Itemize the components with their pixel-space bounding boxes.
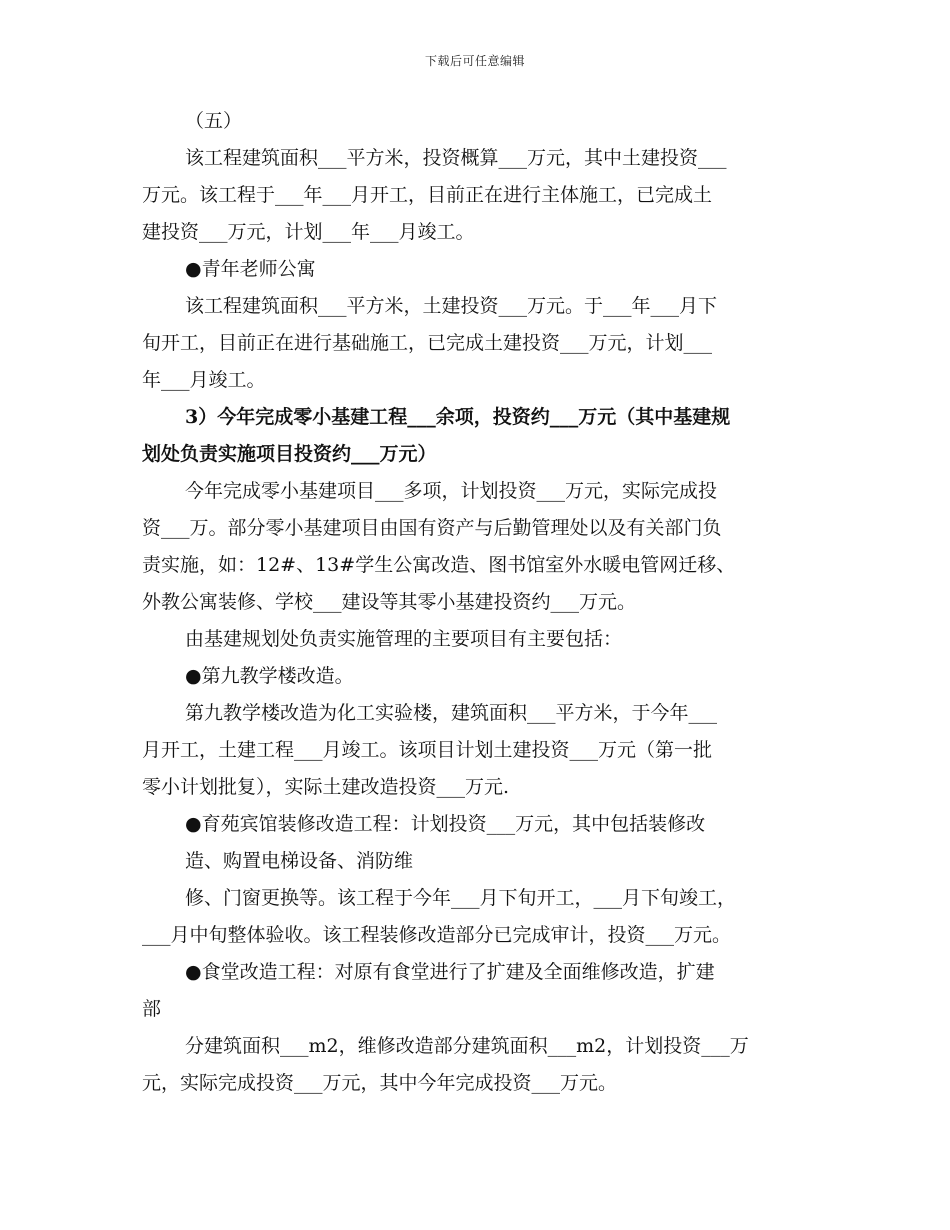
- line-text: ●育苑宾馆装修改造工程：计划投资___万元，其中包括装修改: [185, 813, 706, 835]
- line-text: 修、门窗更换等。该工程于今年___月下旬开工，___月下旬竣工，: [185, 887, 737, 909]
- paragraph-line: [142, 806, 812, 843]
- line-text: 分建筑面积___m2，维修改造部分建筑面积___m2，计划投资___万: [185, 1035, 749, 1057]
- section-heading-line: [142, 399, 812, 436]
- section-heading-line: [142, 436, 812, 473]
- paragraph-line: [142, 251, 812, 288]
- paragraph-line: [142, 658, 812, 695]
- paragraph-line: [142, 732, 812, 769]
- line-text: 该工程建筑面积___平方米，投资概算___万元，其中土建投资___: [185, 147, 727, 169]
- line-text: ●第九教学楼改造。: [185, 665, 354, 687]
- line-text: 划处负责实施项目投资约___万元）: [142, 443, 437, 465]
- line-text: 资___万。部分零小基建项目由国有资产与后勤管理处以及有关部门负: [142, 517, 722, 539]
- paragraph-line: [142, 695, 812, 732]
- paragraph-line: [142, 769, 812, 806]
- paragraph-line: [142, 584, 812, 621]
- line-text: 元，实际完成投资___万元，其中今年完成投资___万元。: [142, 1072, 618, 1094]
- line-text: 月开工，土建工程___月竣工。该项目计划土建投资___万元（第一批: [142, 739, 713, 761]
- line-text: 旬开工，目前正在进行基础施工，已完成土建投资___万元，计划___: [142, 332, 713, 354]
- paragraph-line: [142, 547, 812, 584]
- paragraph-line: [142, 843, 812, 880]
- line-text: 责实施，如：12#、13#学生公寓改造、图书馆室外水暖电管网迁移、: [142, 554, 736, 576]
- paragraph-line: [142, 288, 812, 325]
- line-text: 外教公寓装修、学校___建设等其零小基建投资约___万元。: [142, 591, 637, 613]
- line-text: （五）: [185, 110, 243, 132]
- paragraph-line: [142, 214, 812, 251]
- line-text: 今年完成零小基建项目___多项，计划投资___万元，实际完成投: [185, 480, 718, 502]
- line-text: 年___月竣工。: [142, 369, 266, 391]
- line-text: 由基建规划处负责实施管理的主要项目有主要包括：: [185, 628, 623, 650]
- paragraph-line: [142, 177, 812, 214]
- paragraph-line: [142, 362, 812, 399]
- line-text: 零小计划批复），实际土建改造投资___万元.: [142, 776, 510, 798]
- paragraph-line: [142, 103, 812, 140]
- line-text: ●食堂改造工程：对原有食堂进行了扩建及全面维修改造，扩建: [185, 961, 715, 983]
- line-text: 该工程建筑面积___平方米，土建投资___万元。于___年___月下: [185, 295, 718, 317]
- paragraph-line: [142, 510, 812, 547]
- document-body: [142, 103, 812, 1102]
- page-header: 下载后可任意编辑: [424, 54, 525, 68]
- line-text: ___月中旬整体验收。该工程装修改造部分已完成审计，投资___万元。: [142, 924, 732, 946]
- paragraph-line: [142, 1065, 812, 1102]
- paragraph-line: [142, 621, 812, 658]
- paragraph-line: [142, 917, 812, 954]
- paragraph-line: [142, 1028, 812, 1065]
- line-text: 建投资___万元，计划___年___月竣工。: [142, 221, 475, 243]
- paragraph-line: [142, 954, 812, 991]
- line-text: 3）今年完成零小基建工程___余项，投资约___万元（其中基建规: [185, 406, 731, 428]
- line-text: 部: [142, 998, 162, 1020]
- line-text: 万元。该工程于___年___月开工，目前正在进行主体施工，已完成土: [142, 184, 713, 206]
- paragraph-line: [142, 325, 812, 362]
- line-text: 第九教学楼改造为化工实验楼，建筑面积___平方米，于今年___: [185, 702, 718, 724]
- paragraph-line: [142, 473, 812, 510]
- paragraph-line: [142, 991, 812, 1028]
- paragraph-line: [142, 880, 812, 917]
- paragraph-line: [142, 140, 812, 177]
- line-text: 造、购置电梯设备、消防维: [185, 850, 414, 872]
- line-text: ●青年老师公寓: [185, 258, 316, 280]
